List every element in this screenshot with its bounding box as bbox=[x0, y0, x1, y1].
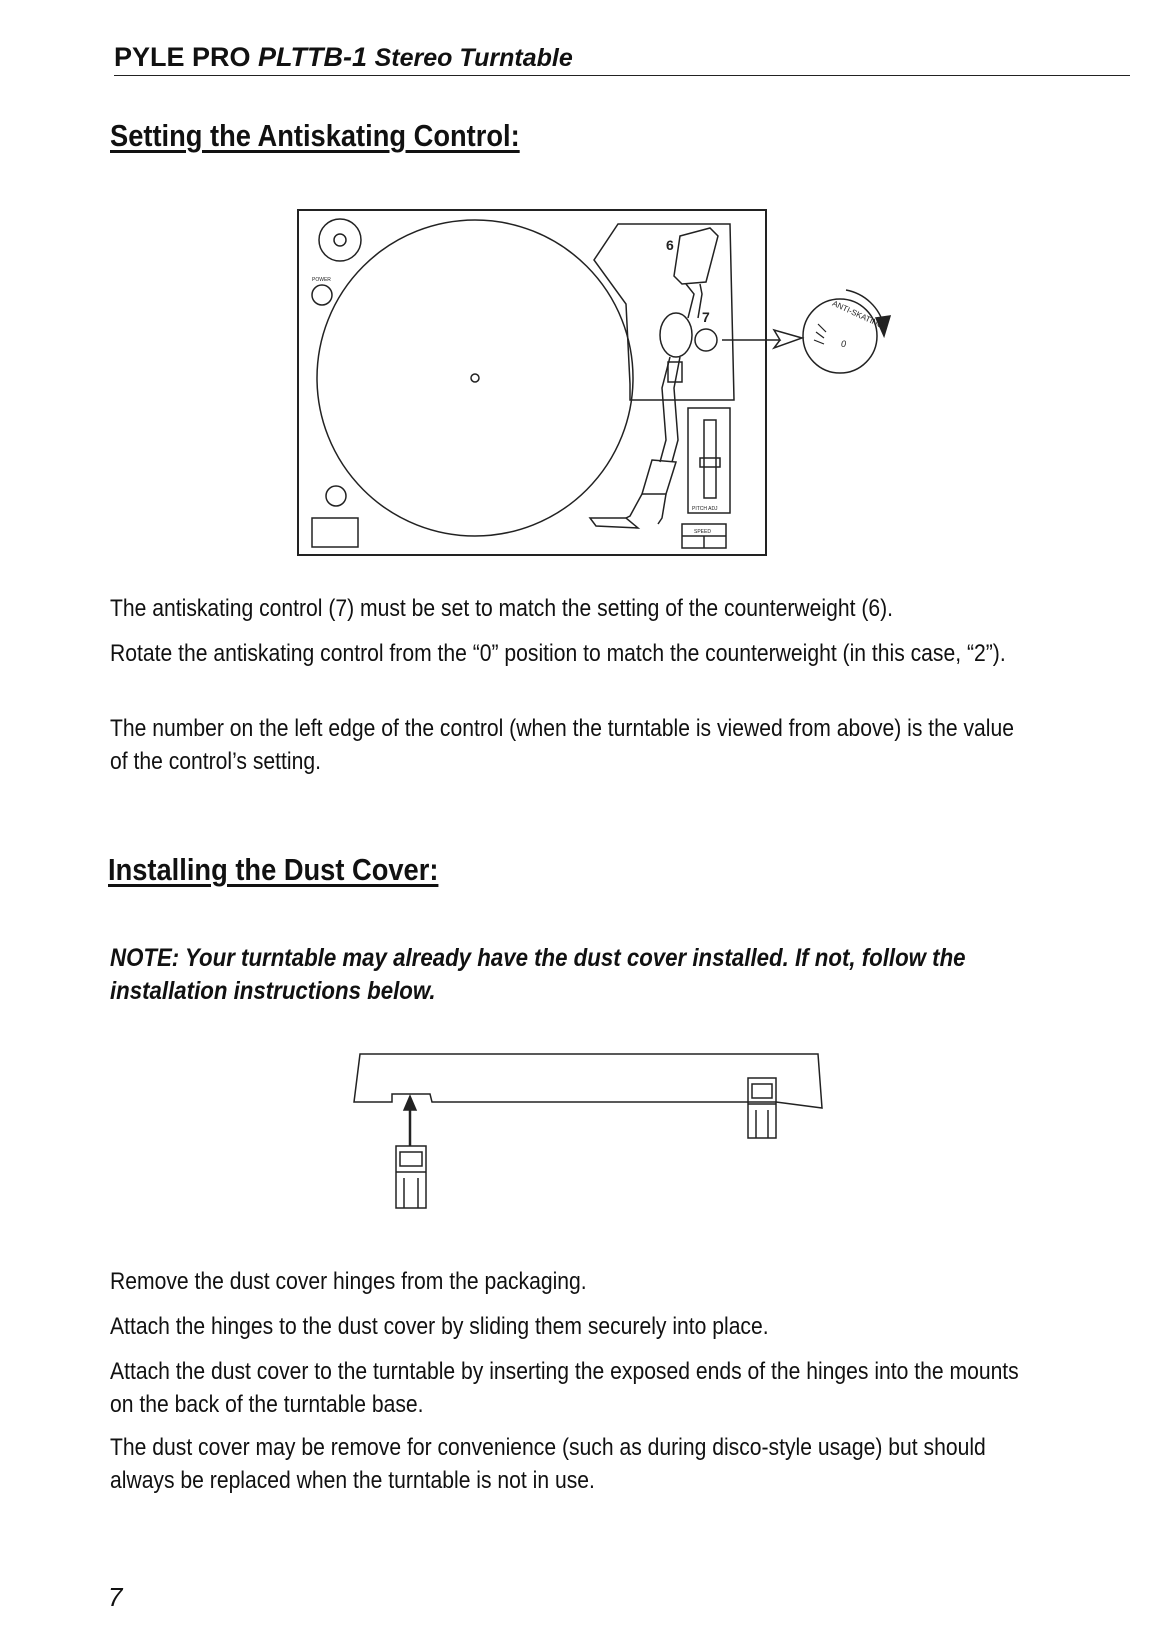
dust-cover-paragraph-2: Attach the hinges to the dust cover by sliding them securely into place. bbox=[110, 1313, 769, 1340]
page-number: 7 bbox=[108, 1582, 123, 1612]
model-number: PLTTB-1 bbox=[258, 42, 368, 72]
lower-knob bbox=[326, 486, 346, 506]
turntable-diagram bbox=[290, 200, 910, 570]
brand-name: PYLE PRO bbox=[114, 42, 251, 72]
antiskating-paragraph-1: The antiskating control (7) must be set to match the setting of the counterweight (6). bbox=[110, 595, 894, 622]
platter bbox=[317, 220, 633, 536]
speed-label: SPEED bbox=[694, 529, 711, 535]
dust-cover-diagram bbox=[350, 1050, 840, 1220]
dust-cover bbox=[354, 1054, 822, 1108]
dial-zero: 0 bbox=[841, 339, 847, 349]
headshell bbox=[642, 460, 676, 494]
dial-label: ANTI-SKATING bbox=[830, 298, 885, 331]
spindle bbox=[471, 374, 479, 382]
section-title-dust-cover: Installing the Dust Cover: bbox=[108, 852, 439, 887]
dust-cover-note: NOTE: Your turntable may already have the dust cover installed. If not, follow the installation instructions below. bbox=[110, 944, 966, 1005]
dust-cover-paragraph-3: Attach the dust cover to the turntable by inserting the exposed ends of the hinges into the mounts on the back of the turntable base. bbox=[110, 1358, 1019, 1418]
callout-6: 6 bbox=[666, 237, 674, 253]
product-name: Stereo Turntable bbox=[374, 44, 573, 72]
start-stop-button bbox=[312, 518, 358, 547]
page-header bbox=[114, 42, 1130, 76]
hinge-loose bbox=[396, 1146, 426, 1208]
tonearm-pivot bbox=[660, 313, 692, 357]
power-knob bbox=[312, 285, 332, 305]
callout-7: 7 bbox=[702, 309, 710, 325]
dust-cover-paragraph-4: The dust cover may be remove for convenience (such as during disco-style usage) but should always be replaced when the turntable is not in use. bbox=[110, 1434, 986, 1494]
pitch-label: PITCH ADJ bbox=[692, 506, 718, 512]
antiskating-paragraph-2: Rotate the antiskating control from the “0” position to match the counterweight (in this case, “2”). bbox=[110, 640, 1006, 667]
section-title-antiskating: Setting the Antiskating Control: bbox=[110, 118, 520, 153]
start-knob bbox=[319, 219, 361, 261]
counterweight bbox=[674, 228, 718, 284]
antiskating-paragraph-3: The number on the left edge of the control (when the turntable is viewed from above) is the value of the control’s setting. bbox=[110, 715, 1014, 775]
dust-cover-paragraph-1: Remove the dust cover hinges from the packaging. bbox=[110, 1268, 587, 1295]
arrow-to-dial bbox=[722, 330, 802, 348]
antiskating-knob bbox=[695, 329, 717, 351]
power-label: POWER bbox=[312, 277, 331, 283]
hinge-attached bbox=[748, 1078, 776, 1138]
